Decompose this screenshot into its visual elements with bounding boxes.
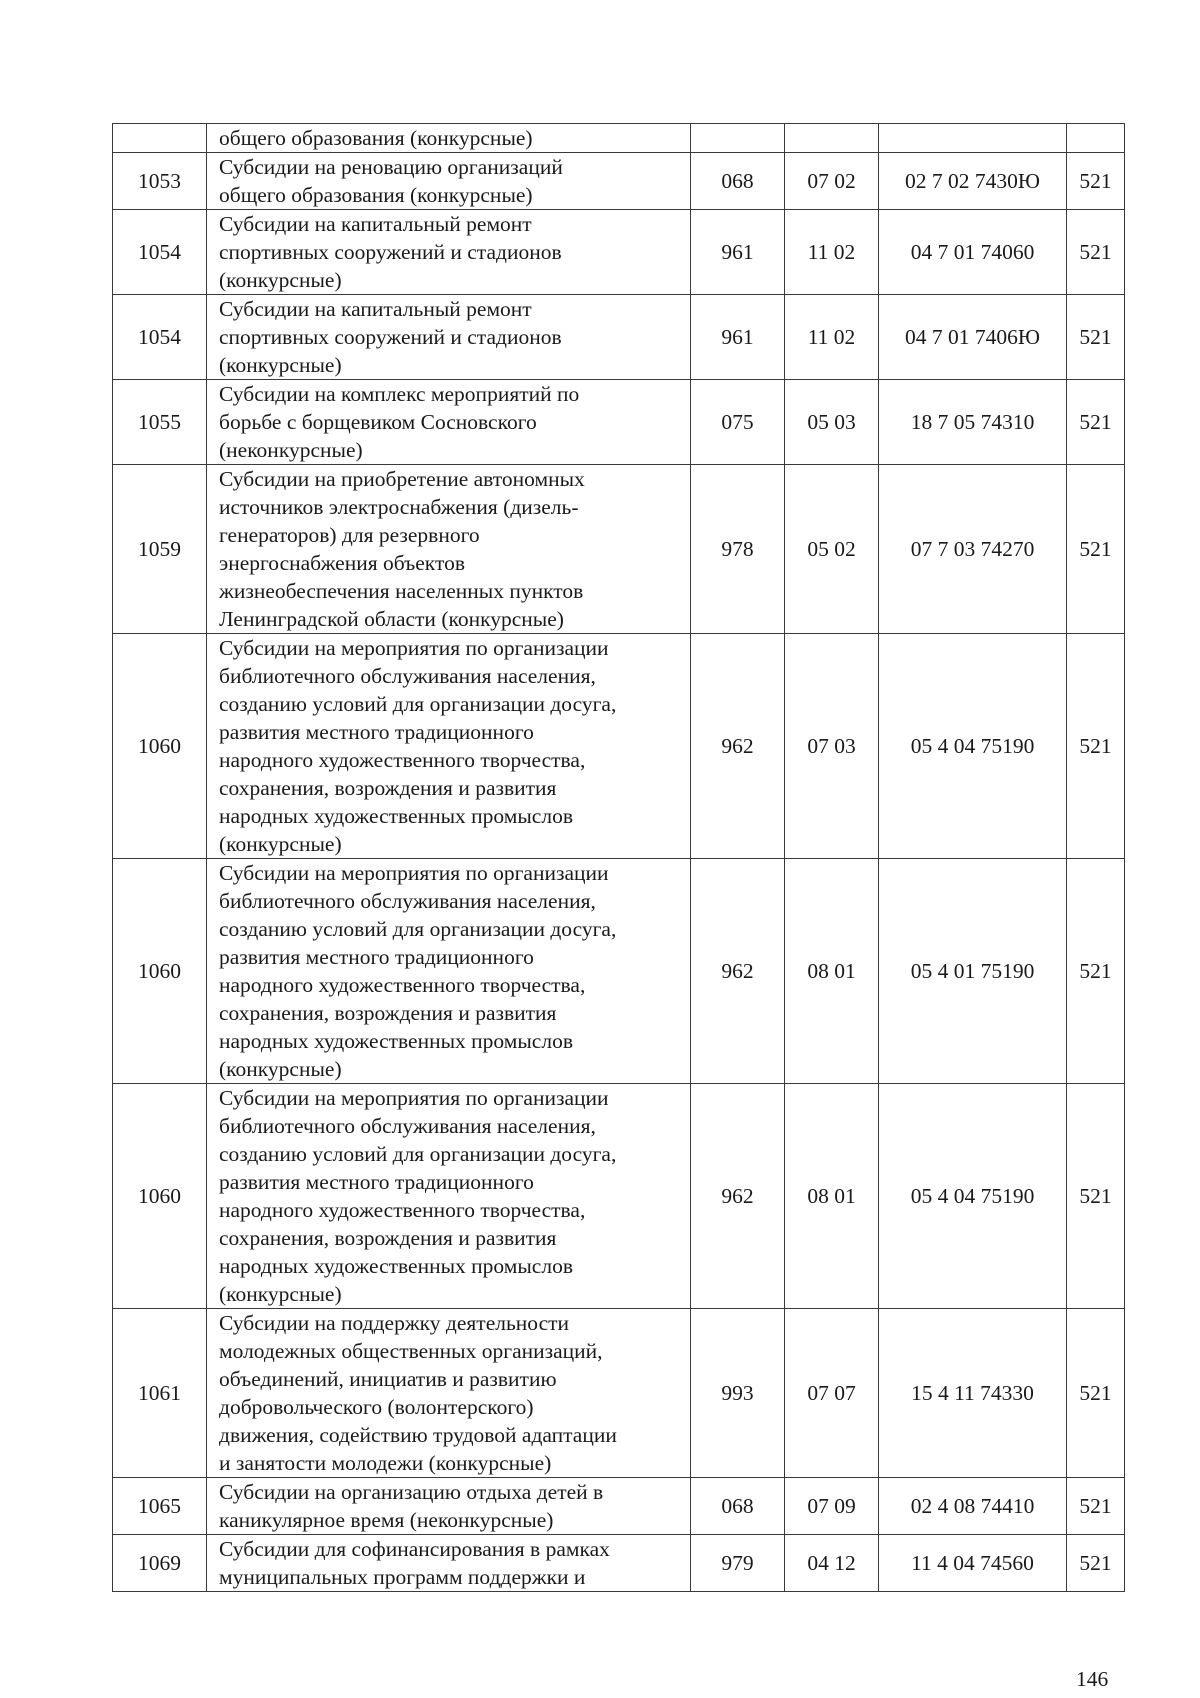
target-article-cell: 05 4 01 75190: [879, 859, 1067, 1084]
section-code-cell: [785, 124, 879, 153]
expense-type-cell: [1067, 124, 1125, 153]
ministry-code-cell: 979: [691, 1535, 785, 1592]
description-cell: Субсидии на организацию отдыха детей в каникулярное время (неконкурсные): [207, 1478, 691, 1535]
expense-type-cell: 521: [1067, 210, 1125, 295]
description-cell: Субсидии на мероприятия по организации библиотечного обслуживания населения, созданию условий для организации досуга, развития местного традиционного народного художественного творчества, сохранения, возрождения и развития народных художественных промыслов (конкурсные): [207, 634, 691, 859]
expense-type-cell: 521: [1067, 1309, 1125, 1478]
table-row: [113, 1309, 1125, 1478]
section-code-cell: 04 12: [785, 1535, 879, 1592]
page-number: 146: [1076, 1667, 1109, 1691]
table-row: [113, 1478, 1125, 1535]
row-number-cell: 1059: [113, 465, 207, 634]
table-row: [113, 634, 1125, 859]
table-body: [113, 124, 1125, 1592]
ministry-code-cell: 962: [691, 859, 785, 1084]
ministry-code-cell: 962: [691, 1084, 785, 1309]
row-number-cell: [113, 124, 207, 153]
description-cell: Субсидии на капитальный ремонт спортивных сооружений и стадионов (конкурсные): [207, 295, 691, 380]
row-number-cell: 1060: [113, 1084, 207, 1309]
description-cell: Субсидии на приобретение автономных источников электроснабжения (дизель- генераторов) для резервного энергоснабжения объектов жизнеобеспечения населенных пунктов Ленинградской области (конкурсные): [207, 465, 691, 634]
target-article-cell: 07 7 03 74270: [879, 465, 1067, 634]
expense-type-cell: 521: [1067, 1478, 1125, 1535]
section-code-cell: 07 03: [785, 634, 879, 859]
row-number-cell: 1055: [113, 380, 207, 465]
target-article-cell: 02 7 02 7430Ю: [879, 153, 1067, 210]
row-number-cell: 1053: [113, 153, 207, 210]
table-row: [113, 859, 1125, 1084]
section-code-cell: 07 07: [785, 1309, 879, 1478]
expense-type-cell: 521: [1067, 1535, 1125, 1592]
description-cell: Субсидии на поддержку деятельности молодежных общественных организаций, объединений, инициатив и развитию добровольческого (волонтерского) движения, содействию трудовой адаптации и занятости молодежи (конкурсные): [207, 1309, 691, 1478]
ministry-code-cell: [691, 124, 785, 153]
table-row: [113, 380, 1125, 465]
ministry-code-cell: 993: [691, 1309, 785, 1478]
row-number-cell: 1065: [113, 1478, 207, 1535]
description-cell: Субсидии на мероприятия по организации библиотечного обслуживания населения, созданию условий для организации досуга, развития местного традиционного народного художественного творчества, сохранения, возрождения и развития народных художественных промыслов (конкурсные): [207, 1084, 691, 1309]
table-row: [113, 295, 1125, 380]
target-article-cell: 15 4 11 74330: [879, 1309, 1067, 1478]
description-cell: Субсидии для софинансирования в рамках муниципальных программ поддержки и: [207, 1535, 691, 1592]
row-number-cell: 1060: [113, 634, 207, 859]
target-article-cell: 04 7 01 7406Ю: [879, 295, 1067, 380]
description-cell: Субсидии на реновацию организаций общего образования (конкурсные): [207, 153, 691, 210]
expense-type-cell: 521: [1067, 153, 1125, 210]
ministry-code-cell: 068: [691, 153, 785, 210]
table-row: [113, 124, 1125, 153]
table-row: [113, 1535, 1125, 1592]
description-cell: Субсидии на мероприятия по организации библиотечного обслуживания населения, созданию условий для организации досуга, развития местного традиционного народного художественного творчества, сохранения, возрождения и развития народных художественных промыслов (конкурсные): [207, 859, 691, 1084]
section-code-cell: 08 01: [785, 859, 879, 1084]
ministry-code-cell: 068: [691, 1478, 785, 1535]
target-article-cell: 05 4 04 75190: [879, 1084, 1067, 1309]
ministry-code-cell: 075: [691, 380, 785, 465]
section-code-cell: 07 09: [785, 1478, 879, 1535]
section-code-cell: 05 02: [785, 465, 879, 634]
expense-type-cell: 521: [1067, 1084, 1125, 1309]
expense-type-cell: 521: [1067, 465, 1125, 634]
row-number-cell: 1054: [113, 295, 207, 380]
section-code-cell: 11 02: [785, 210, 879, 295]
expense-type-cell: 521: [1067, 380, 1125, 465]
section-code-cell: 07 02: [785, 153, 879, 210]
expense-type-cell: 521: [1067, 634, 1125, 859]
target-article-cell: 02 4 08 74410: [879, 1478, 1067, 1535]
description-cell: Субсидии на капитальный ремонт спортивных сооружений и стадионов (конкурсные): [207, 210, 691, 295]
row-number-cell: 1061: [113, 1309, 207, 1478]
section-code-cell: 11 02: [785, 295, 879, 380]
ministry-code-cell: 978: [691, 465, 785, 634]
target-article-cell: 11 4 04 74560: [879, 1535, 1067, 1592]
ministry-code-cell: 961: [691, 295, 785, 380]
ministry-code-cell: 961: [691, 210, 785, 295]
description-cell: Субсидии на комплекс мероприятий по борьбе с борщевиком Сосновского (неконкурсные): [207, 380, 691, 465]
target-article-cell: 05 4 04 75190: [879, 634, 1067, 859]
expense-type-cell: 521: [1067, 859, 1125, 1084]
expense-type-cell: 521: [1067, 295, 1125, 380]
target-article-cell: 18 7 05 74310: [879, 380, 1067, 465]
table-row: [113, 210, 1125, 295]
row-number-cell: 1069: [113, 1535, 207, 1592]
budget-table: [112, 123, 1125, 1592]
row-number-cell: 1060: [113, 859, 207, 1084]
target-article-cell: 04 7 01 74060: [879, 210, 1067, 295]
table-row: [113, 153, 1125, 210]
row-number-cell: 1054: [113, 210, 207, 295]
table-row: [113, 465, 1125, 634]
ministry-code-cell: 962: [691, 634, 785, 859]
target-article-cell: [879, 124, 1067, 153]
section-code-cell: 05 03: [785, 380, 879, 465]
description-cell: общего образования (конкурсные): [207, 124, 691, 153]
section-code-cell: 08 01: [785, 1084, 879, 1309]
table-row: [113, 1084, 1125, 1309]
